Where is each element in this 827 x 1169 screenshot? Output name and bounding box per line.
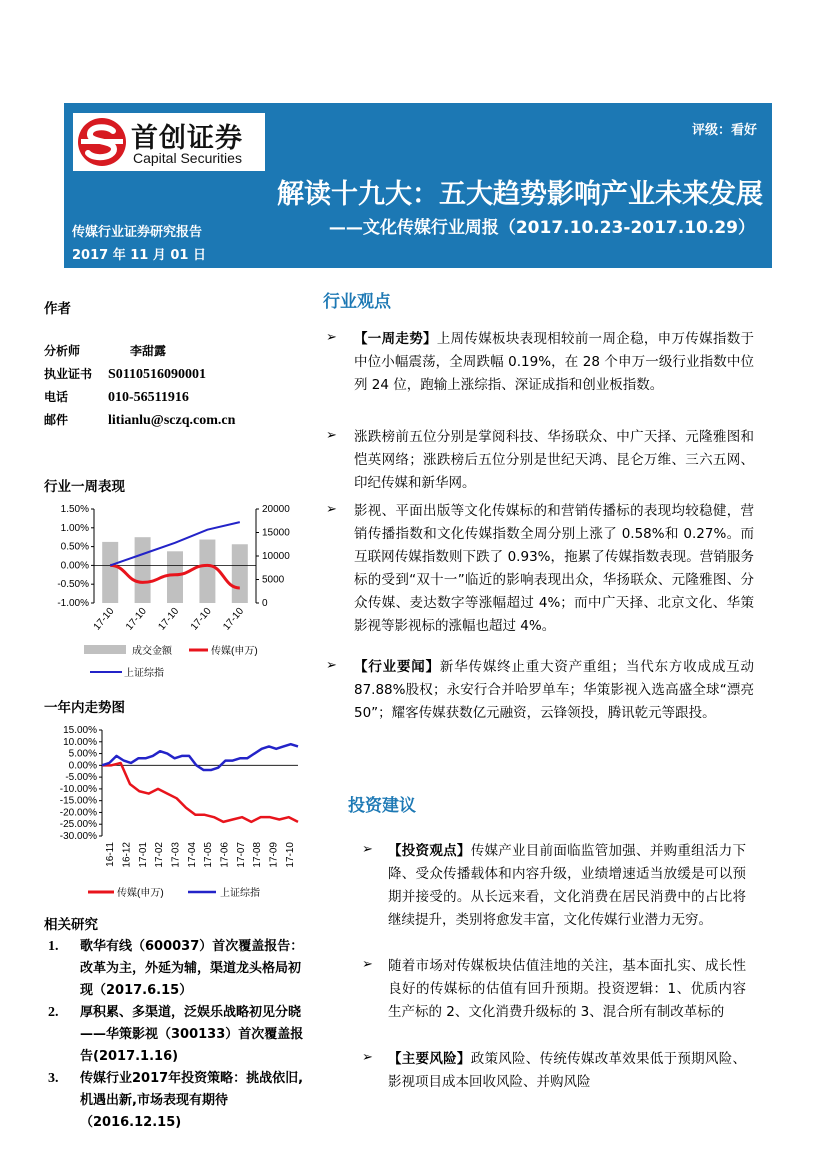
y-tick-label: 5.00% [68, 748, 97, 760]
left-tick-label: -1.00% [57, 598, 89, 609]
related-research-item[interactable] [44, 1068, 312, 1134]
x-tick-label: 17-10 [156, 605, 182, 633]
volume-bar [167, 551, 183, 603]
y-tick-label: -15.00% [59, 795, 97, 807]
related-item-number: 1. [48, 939, 59, 954]
related-item-number: 3. [48, 1071, 59, 1086]
logo-english-name: Capital Securities [133, 150, 242, 166]
bullet-icon: ➢ [362, 957, 373, 972]
legend-label-media: 传媒(申万) [211, 646, 258, 657]
right-tick-label: 20000 [262, 504, 290, 515]
right-tick-label: 0 [262, 598, 268, 609]
x-tick-label: 17-10 [188, 605, 214, 633]
bullet-icon: ➢ [362, 842, 373, 857]
right-tick-label: 15000 [262, 527, 290, 539]
y-tick-label: 10.00% [63, 736, 97, 748]
related-research-item[interactable] [44, 1002, 312, 1068]
author-info [44, 340, 235, 432]
y-tick-label: 0.00% [68, 760, 97, 772]
right-tick-label: 10000 [262, 551, 290, 562]
author-row [44, 340, 235, 363]
right-tick-label: 5000 [262, 574, 285, 586]
author-field-value[interactable]: litianlu@sczq.com.cn [108, 413, 236, 428]
left-tick-label: -0.50% [57, 579, 89, 591]
legend-label-media: 传媒(申万) [117, 888, 164, 899]
author-field-label: 邮件 [44, 413, 69, 427]
paragraph [354, 500, 754, 638]
x-tick-label: 17-10 [221, 605, 247, 633]
x-tick-label: 17-02 [154, 842, 166, 868]
x-tick-label: 17-10 [124, 605, 149, 633]
author-heading: 作者 [44, 301, 71, 317]
y-tick-label: 15.00% [63, 725, 97, 736]
x-tick-label: 17-09 [268, 842, 280, 868]
report-type: 传媒行业证券研究报告 [72, 225, 203, 240]
author-field-label: 分析师 [44, 344, 81, 358]
paragraph-text: 影视、平面出版等文化传媒标的和营销传播标的表现均较稳健，营销传播指数和文化传媒指数全周分别上涨了 0.58%和 0.27%。而互联网传媒指数则下跌了 0.93%，拖累了传媒指数表现。营销服务标的受到“双十一”临近的影响表现出众，华扬联众、元隆雅图、分众传媒、麦达数字等涨幅超过 4%；而中广天择、北京文化、华策影视等影视标的涨幅也超过 4%。 [354, 503, 754, 634]
bullet-icon: ➢ [326, 502, 337, 517]
x-tick-label: 17-01 [137, 842, 149, 868]
left-tick-label: 0.50% [60, 541, 89, 553]
x-tick-label: 16-12 [121, 842, 133, 868]
volume-bar [232, 544, 248, 603]
volume-bar [199, 540, 215, 603]
weekly-performance-chart [44, 496, 312, 691]
yearly-trend-chart [44, 716, 312, 911]
x-tick-label: 17-05 [203, 842, 215, 868]
left-tick-label: 1.00% [60, 522, 89, 534]
paragraph-text: 上周传媒板块表现相较前一周企稳，申万传媒指数于中位小幅震荡，全周跌幅 0.19%，在 28 个申万一级行业指数中位列 24 位，跑输上涨综指、深证成指和创业板指数。 [354, 331, 755, 393]
volume-bar [135, 537, 151, 603]
paragraph-lead: 【一周走势】 [354, 331, 437, 347]
paragraph-lead: 【投资观点】 [388, 843, 471, 859]
company-logo [73, 113, 265, 171]
x-tick-label: 17-10 [91, 605, 117, 633]
paragraph [388, 1048, 746, 1094]
paragraph [388, 955, 746, 1024]
author-row [44, 386, 235, 409]
shanghai-index-line [102, 744, 298, 770]
legend-label-index: 上证综指 [220, 888, 260, 899]
yearly-trend-title: 一年内走势图 [44, 700, 125, 716]
capital-securities-logo-icon [77, 117, 127, 167]
legend-swatch-volume [84, 645, 126, 654]
paragraph [354, 656, 754, 725]
y-tick-label: -10.00% [59, 783, 97, 795]
paragraph [354, 328, 754, 397]
x-tick-label: 17-04 [186, 842, 198, 868]
volume-bar [102, 542, 118, 603]
legend-label-volume: 成交金额 [132, 646, 172, 657]
paragraph [388, 840, 746, 932]
industry-view-heading: 行业观点 [323, 292, 391, 312]
x-tick-label: 16-11 [105, 842, 117, 867]
bullet-icon: ➢ [326, 658, 337, 673]
logo-chinese-name: 首创证券 [131, 123, 243, 154]
left-tick-label: 1.50% [60, 504, 89, 515]
y-tick-label: -20.00% [59, 807, 97, 819]
x-tick-label: 17-10 [284, 842, 296, 868]
x-tick-label: 17-07 [235, 842, 247, 868]
related-research-list [44, 936, 312, 1134]
y-tick-label: -25.00% [59, 819, 97, 831]
x-tick-label: 17-06 [219, 842, 231, 868]
paragraph-text: 传媒产业目前面临监管加强、并购重组活力下降、受众传播载体和内容升级，业绩增速适当放缓是可以预期并接受的。从长远来看，文化消费在居民消费中的占比将继续提升，类别将愈发丰富，文化传媒行业潜力无穷。 [388, 843, 747, 928]
paragraph-text: 随着市场对传媒板块估值洼地的关注，基本面扎实、成长性良好的传媒标的估值有回升预期。投资逻辑：1、优质内容生产标的 2、文化消费升级标的 3、混合所有制改革标的 [388, 958, 746, 1020]
author-row [44, 409, 235, 432]
rating-label: 评级：看好 [691, 123, 757, 138]
related-item-number: 2. [48, 1005, 59, 1020]
y-tick-label: -5.00% [65, 772, 97, 784]
related-item-text: 传媒行业2017年投资策略：挑战依旧,机遇出新,市场表现有期待（2016.12.15) [80, 1071, 304, 1130]
author-field-value: S0110516090001 [108, 367, 207, 382]
media-index-line [102, 763, 298, 822]
author-field-label: 电话 [44, 390, 69, 404]
paragraph-lead: 【行业要闻】 [354, 659, 440, 675]
paragraph-text: 政策风险、传统传媒改革效果低于预期风险、影视项目成本回收风险、并购风险 [388, 1051, 747, 1090]
investment-advice-heading: 投资建议 [348, 796, 416, 816]
related-research-item[interactable] [44, 936, 312, 1002]
related-research-heading: 相关研究 [44, 917, 98, 933]
report-date: 2017 年 11 月 01 日 [72, 248, 206, 263]
y-tick-label: -30.00% [59, 831, 97, 842]
related-item-text: 厚积累、多渠道，泛娱乐战略初见分晓——华策影视（300133）首次覆盖报告(2017.1.16) [80, 1005, 304, 1064]
paragraph-text: 新华传媒终止重大资产重组；当代东方收成成互动 87.88%股权；永安行合并哈罗单车；华策影视入选高盛全球“漂亮 50”；耀客传媒获数亿元融资，云锋领投，腾讯乾元等跟投。 [354, 659, 755, 721]
author-field-value: 李甜露 [130, 344, 167, 358]
bullet-icon: ➢ [362, 1050, 373, 1065]
paragraph [354, 426, 754, 495]
author-field-label: 执业证书 [44, 367, 93, 381]
related-item-text: 歌华有线（600037）首次覆盖报告：改革为主，外延为辅，渠道龙头格局初现（2017.6.15） [80, 939, 304, 998]
bullet-icon: ➢ [326, 330, 337, 345]
paragraph-text: 涨跌榜前五位分别是掌阅科技、华扬联众、中广天择、元隆雅图和恺英网络；涨跌榜后五位分别是世纪天鸿、昆仑万维、三六五网、印纪传媒和新华网。 [354, 429, 754, 491]
report-title: 解读十九大：五大趋势影响产业未来发展 [277, 179, 763, 210]
weekly-performance-title: 行业一周表现 [44, 479, 125, 495]
x-tick-label: 17-03 [170, 842, 182, 868]
left-tick-label: 0.00% [60, 560, 89, 572]
x-tick-label: 17-08 [252, 842, 264, 868]
report-subtitle: ——文化传媒行业周报（2017.10.23-2017.10.29） [328, 218, 755, 238]
paragraph-lead: 【主要风险】 [388, 1051, 471, 1067]
author-row [44, 363, 235, 386]
legend-label-index: 上证综指 [124, 668, 164, 679]
bullet-icon: ➢ [326, 428, 337, 443]
author-field-value: 010-56511916 [108, 390, 189, 405]
